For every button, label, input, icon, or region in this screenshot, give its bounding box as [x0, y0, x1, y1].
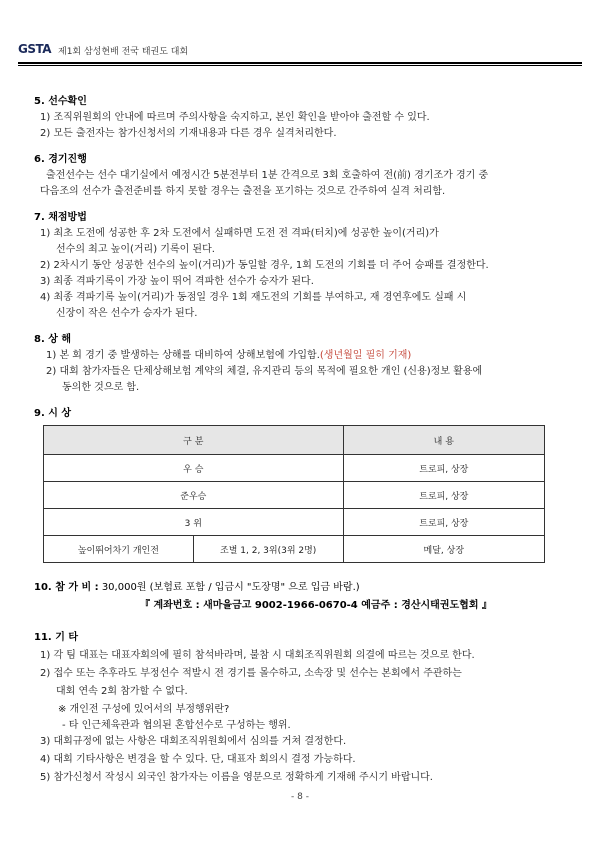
awards-header-content: 내 용 — [343, 426, 544, 455]
award-value: 트로피, 상장 — [343, 455, 544, 482]
award-value: 트로피, 상장 — [343, 482, 544, 509]
section-11-line-3: 대회 연속 2회 참가할 수 없다. — [56, 686, 188, 697]
award-sub: 조별 1, 2, 3위(3위 2명) — [193, 536, 343, 563]
section-8-title: 8. 상 해 — [34, 334, 72, 345]
section-11-title: 11. 기 타 — [34, 632, 78, 643]
section-6-line-2: 다음조의 선수가 출전준비를 하지 못할 경우는 출전을 포기하는 것으로 간주하여 실격 처리함. — [40, 186, 446, 197]
section-7-title: 7. 채점방법 — [34, 212, 87, 223]
table-row — [44, 482, 545, 509]
section-11-line-1: 1) 각 팀 대표는 대표자회의에 필히 참석바라며, 불참 시 대회조직위원회 의결에 따르는 것으로 한다. — [40, 650, 475, 661]
section-10-label: 10. 참 가 비 : — [34, 582, 99, 593]
header-rule — [18, 62, 582, 64]
section-8-line-3: 동의한 것으로 함. — [62, 382, 140, 393]
section-5-line-2: 2) 모든 출전자는 참가신청서의 기재내용과 다른 경우 실격처리한다. — [40, 128, 337, 139]
table-row — [44, 509, 545, 536]
award-label: 우 승 — [44, 455, 344, 482]
section-7-line-2: 선수의 최고 높이(거리) 기록이 된다. — [56, 244, 215, 255]
section-8-line-2: 2) 대회 참가자들은 단체상해보험 계약의 체결, 유지관리 등의 목적에 필요한 개인 (신용)정보 활용에 — [46, 366, 483, 377]
section-7-line-1: 1) 최초 도전에 성공한 후 2차 도전에서 실패하면 도전 전 격파(터치)에 성공한 높이(거리)가 — [40, 228, 439, 239]
section-6-title: 6. 경기진행 — [34, 154, 87, 165]
section-5-title: 5. 선수확인 — [34, 96, 87, 107]
section-7-line-5: 4) 최종 격파기록 높이(거리)가 동점일 경우 1회 재도전의 기회를 부여하고, 재 경연후에도 실패 시 — [40, 292, 467, 303]
page-header — [18, 42, 582, 60]
section-11-line-2: 2) 접수 또는 추후라도 부정선수 적발시 전 경기를 몰수하고, 소속장 및 선수는 본회에서 주관하는 — [40, 668, 462, 679]
section-11-line-8: 5) 참가신청서 작성시 외국인 참가자는 이름을 영문으로 정확하게 기재해 주시기 바랍니다. — [40, 772, 433, 783]
section-5-line-1: 1) 조직위원회의 안내에 따르며 주의사항을 숙지하고, 본인 확인을 받아야 출전할 수 있다. — [40, 112, 430, 123]
section-11-line-4: ※ 개인전 구성에 있어서의 부정행위란? — [58, 704, 230, 715]
section-7-line-6: 신장이 작은 선수가 승자가 된다. — [56, 308, 198, 319]
bank-account: 『 계좌번호 : 새마을금고 9002-1966-0670-4 예금주 : 경산시태권도협회 』 — [140, 600, 492, 611]
gsta-logo: GSTA — [18, 42, 52, 56]
section-8-line-1-note: (생년월일 필히 기재) — [319, 350, 412, 361]
section-10-fee — [34, 578, 360, 593]
section-11-line-7: 4) 대회 기타사항은 변경을 할 수 있다. 단, 대표자 회의시 결정 가능하다. — [40, 754, 356, 765]
section-9-title: 9. 시 상 — [34, 408, 72, 419]
award-label: 준우승 — [44, 482, 344, 509]
section-7-line-3: 2) 2차시기 동안 성공한 선수의 높이(거리)가 동일할 경우, 1회 도전의 기회를 더 주어 승패를 결정한다. — [40, 260, 489, 271]
awards-header-category: 구 분 — [44, 426, 344, 455]
table-row — [44, 455, 545, 482]
section-7-line-4: 3) 최종 격파기록이 가장 높이 뛰어 격파한 선수가 승자가 된다. — [40, 276, 314, 287]
page-number: - 8 - — [291, 792, 309, 802]
section-8-line-1-text: 1) 본 회 경기 중 발생하는 상해를 대비하여 상해보험에 가입함. — [46, 350, 320, 361]
awards-table — [43, 425, 545, 563]
section-10-text: 30,000원 (보험료 포함 / 입금시 "도장명" 으로 입금 바람.) — [101, 582, 360, 593]
section-11-line-6: 3) 대회규정에 없는 사항은 대회조직위원회에서 심의를 거쳐 결정한다. — [40, 736, 347, 747]
section-6-line-1: 출전선수는 선수 대기실에서 예정시간 5분전부터 1분 간격으로 3회 호출하여 전(前) 경기조가 경기 중 — [46, 170, 489, 181]
table-row — [44, 536, 545, 563]
award-label: 높이뛰어차기 개인전 — [44, 536, 194, 563]
header-rule-thin — [18, 65, 582, 66]
section-8-line-1 — [46, 346, 411, 361]
award-label: 3 위 — [44, 509, 344, 536]
header-title: 제1회 삼성현배 전국 태권도 대회 — [58, 47, 189, 57]
award-value: 메달, 상장 — [343, 536, 544, 563]
award-value: 트로피, 상장 — [343, 509, 544, 536]
section-11-line-5: - 타 인근체육관과 협의된 혼합선수로 구성하는 행위. — [62, 720, 291, 731]
awards-table-header — [44, 426, 545, 455]
